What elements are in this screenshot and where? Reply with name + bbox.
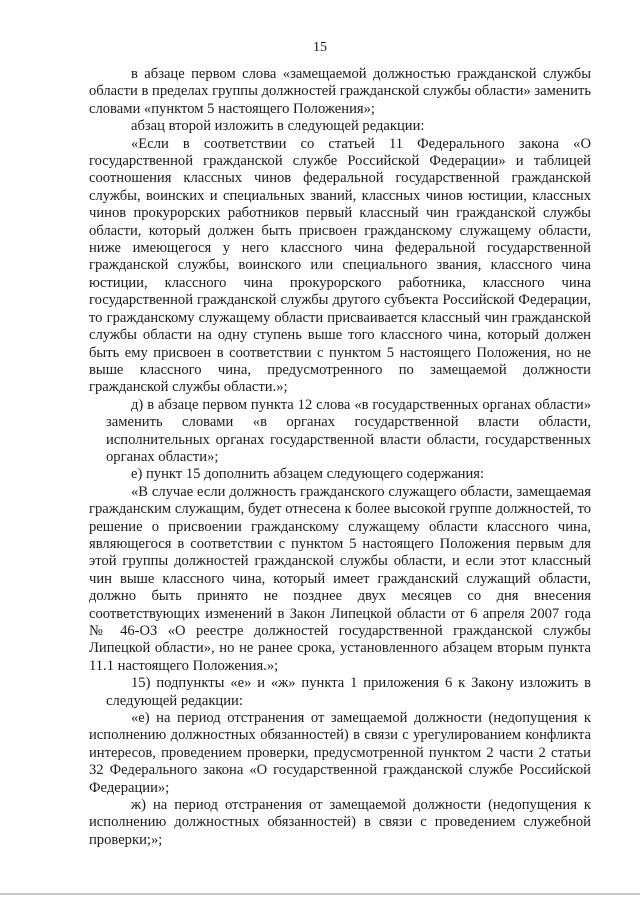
paragraph: в абзаце первом слова «замещаемой должностью гражданской службы области в пределах группы должностей гражданской службы области» заменить словами «пунктом 5 настоящего Положения»;	[89, 66, 591, 117]
paragraph: абзац второй изложить в следующей редакции:	[131, 118, 425, 135]
document-body	[89, 66, 591, 849]
paragraph: «Если в соответствии со статьей 11 Федерального закона «О государственной гражданской службе Российской Федерации» и таблицей соотношения классных чинов федеральной государственной гражданской службы, воинских и специальных званий, классных чинов юстиции, классных чинов прокурорских работников первый классный чин гражданской службы области, который должен быть присвоен гражданскому служащему области, ниже имеющегося у него классного чина федеральной государственной гражданской службы, воинского или специального звания, классного чина юстиции, классного чина прокурорского работника, классного чина государственной гражданской службы другого субъекта Российской Федерации, то гражданскому служащему области присваивается классный чин гражданской службы области на одну ступень выше того классного чина, который должен быть ему присвоен в соответствии с пунктом 5 настоящего Положения, но не выше классного чина, предусмотренного по замещаемой должности гражданской службы области.»;	[89, 135, 591, 396]
paragraph: е) пункт 15 дополнить абзацем следующего содержания:	[131, 466, 485, 483]
paragraph: 15) подпункты «е» и «ж» пункта 1 приложения 6 к Закону изложить в следующей редакции:	[106, 675, 591, 709]
paragraph: «е) на период отстранения от замещаемой должности (недопущения к исполнению должностных обязанностей) в связи с урегулированием конфликта интересов, проведением проверки, предусмотренной пунктом 2 части 2 статьи 32 Федерального закона «О государственной гражданской службе Российской Федерации»;	[89, 710, 591, 796]
bottom-rule	[0, 893, 640, 895]
paragraph: д) в абзаце первом пункта 12 слова «в государственных органах области» заменить словами «в органах государственной власти области, исполнительных органах государственной власти области, государственных органах области»;	[106, 396, 591, 465]
page-number: 15	[313, 40, 327, 55]
paragraph: ж) на период отстранения от замещаемой должности (недопущения к исполнению должностных обязанностей) в связи с проведением служебной проверки;»;	[89, 797, 591, 848]
paragraph: «В случае если должность гражданского служащего области, замещаемая гражданским служащим, будет отнесена к более высокой группе должностей, то решение о присвоении гражданскому служащему области классного чина, являющегося в соответствии с пунктом 5 настоящего Положения первым для этой группы должностей гражданской службы области, и если этот классный чин выше классного чина, который имеет гражданский служащий области, должно быть принято не позднее двух месяцев со дня внесения соответствующих изменений в Закон Липецкой области от 6 апреля 2007 года № 46-ОЗ «О реестре должностей государственной гражданской службы Липецкой области», но не ранее срока, установленного абзацем вторым пункта 11.1 настоящего Положения.»;	[89, 483, 591, 674]
